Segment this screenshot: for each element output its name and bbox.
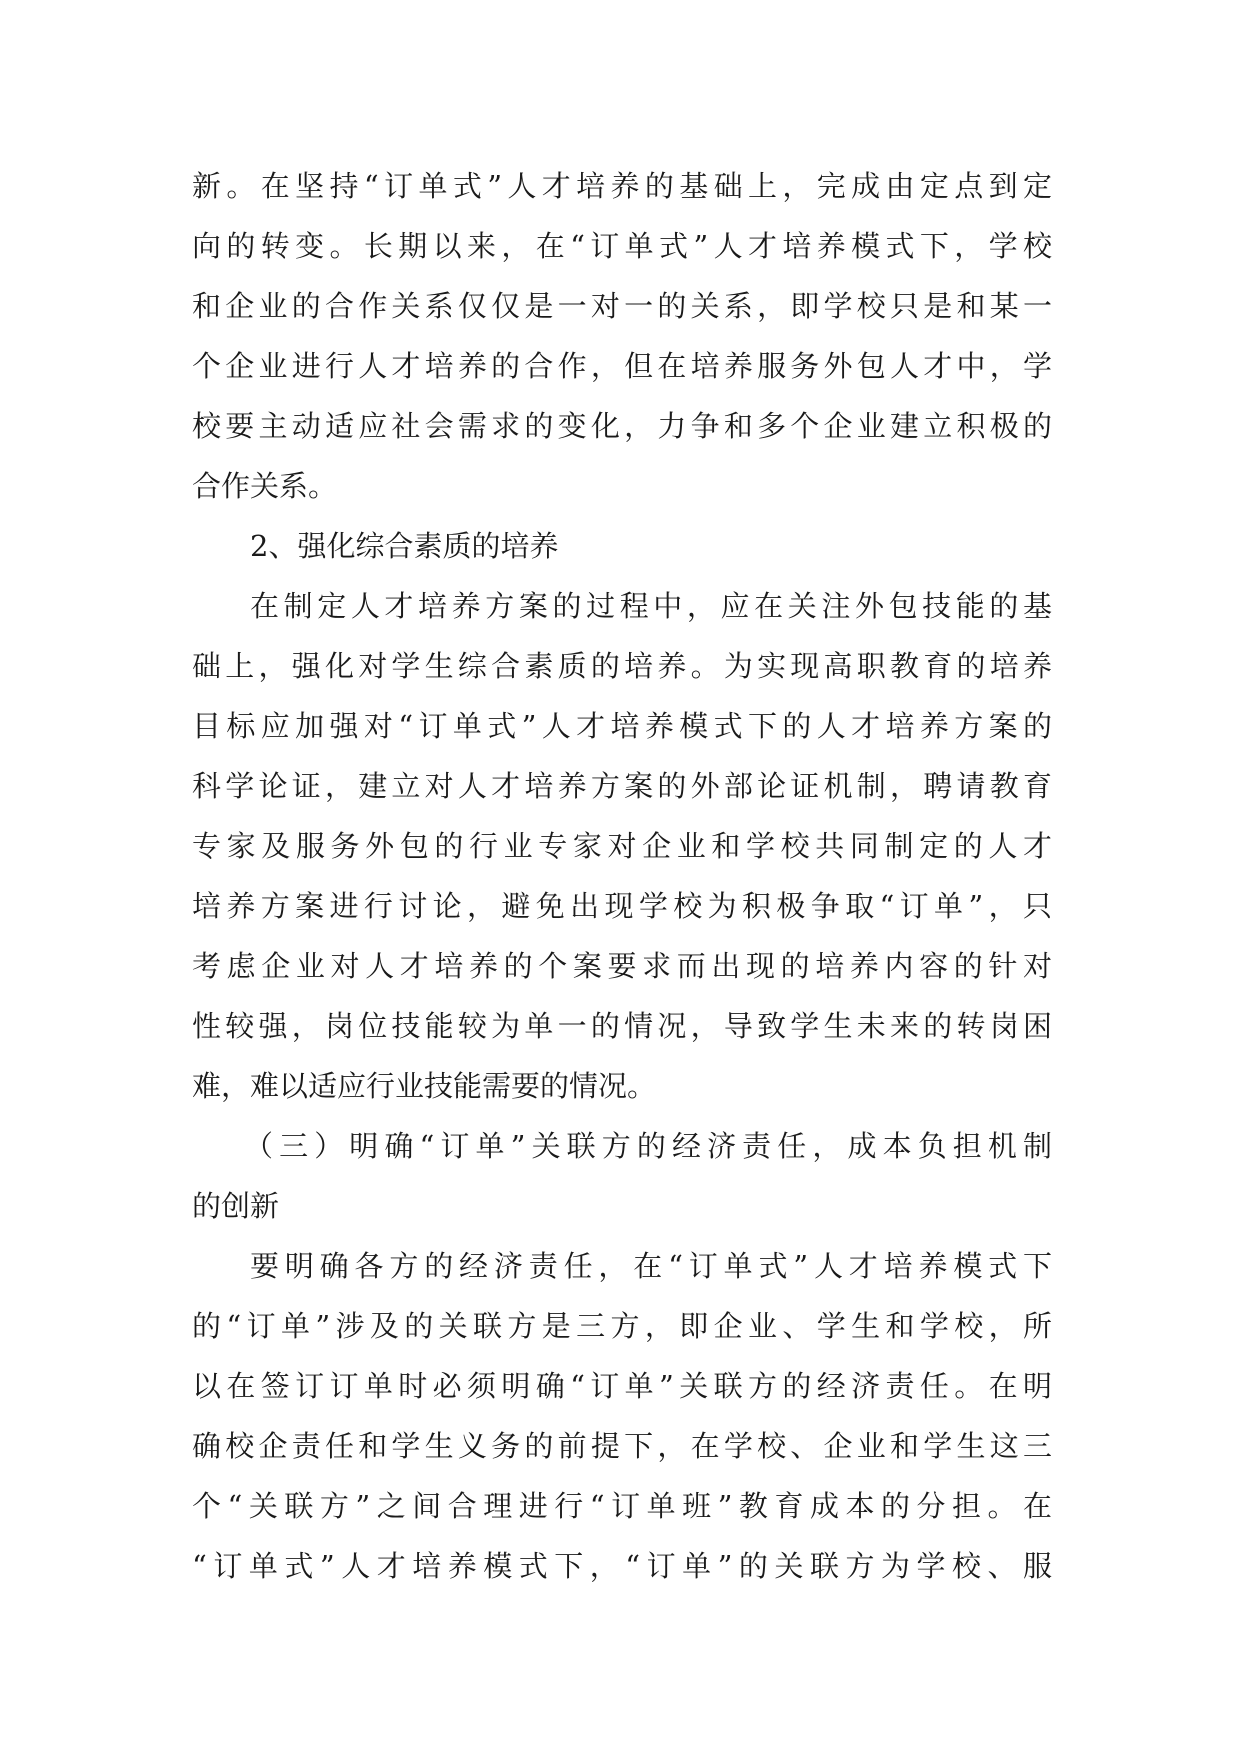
text-line: 以在签订订单时必须明确“订单”关联方的经济责任。在明 (192, 1369, 1052, 1403)
text-line: 础上，强化对学生综合素质的培养。为实现高职教育的培养 (192, 649, 1052, 683)
text-line: 在制定人才培养方案的过程中，应在关注外包技能的基 (250, 589, 1052, 623)
body-text (192, 156, 1052, 1596)
text-line: 确校企责任和学生义务的前提下，在学校、企业和学生这三 (192, 1429, 1052, 1463)
text-line: 性较强，岗位技能较为单一的情况，导致学生未来的转岗困 (192, 1009, 1052, 1043)
section-heading: （三）明确“订单”关联方的经济责任，成本负担机制 (244, 1129, 1052, 1163)
text-line: 培养方案进行讨论，避免出现学校为积极争取“订单”，只 (192, 889, 1052, 923)
text-line: 的“订单”涉及的关联方是三方，即企业、学生和学校，所 (192, 1309, 1052, 1343)
text-line: 新。在坚持“订单式”人才培养的基础上，完成由定点到定 (192, 169, 1052, 203)
section-heading-continued: 的创新 (192, 1189, 280, 1223)
text-line: 科学论证，建立对人才培养方案的外部论证机制，聘请教育 (192, 769, 1052, 803)
text-line: 校要主动适应社会需求的变化，力争和多个企业建立积极的 (192, 409, 1052, 443)
text-line: 个“关联方”之间合理进行“订单班”教育成本的分担。在 (192, 1489, 1052, 1523)
section-heading: 2、强化综合素质的培养 (250, 529, 559, 563)
text-line: 个企业进行人才培养的合作，但在培养服务外包人才中，学 (192, 349, 1052, 383)
text-line: 目标应加强对“订单式”人才培养模式下的人才培养方案的 (192, 709, 1052, 743)
text-line: 考虑企业对人才培养的个案要求而出现的培养内容的针对 (192, 949, 1052, 983)
text-line: “订单式”人才培养模式下，“订单”的关联方为学校、服 (192, 1549, 1052, 1583)
text-line: 向的转变。长期以来，在“订单式”人才培养模式下，学校 (192, 229, 1052, 263)
text-line: 和企业的合作关系仅仅是一对一的关系，即学校只是和某一 (192, 289, 1052, 323)
text-line: 要明确各方的经济责任，在“订单式”人才培养模式下 (250, 1249, 1052, 1283)
text-line: 专家及服务外包的行业专家对企业和学校共同制定的人才 (192, 829, 1052, 863)
text-line: 合作关系。 (192, 469, 338, 503)
text-line: 难，难以适应行业技能需要的情况。 (192, 1069, 657, 1103)
